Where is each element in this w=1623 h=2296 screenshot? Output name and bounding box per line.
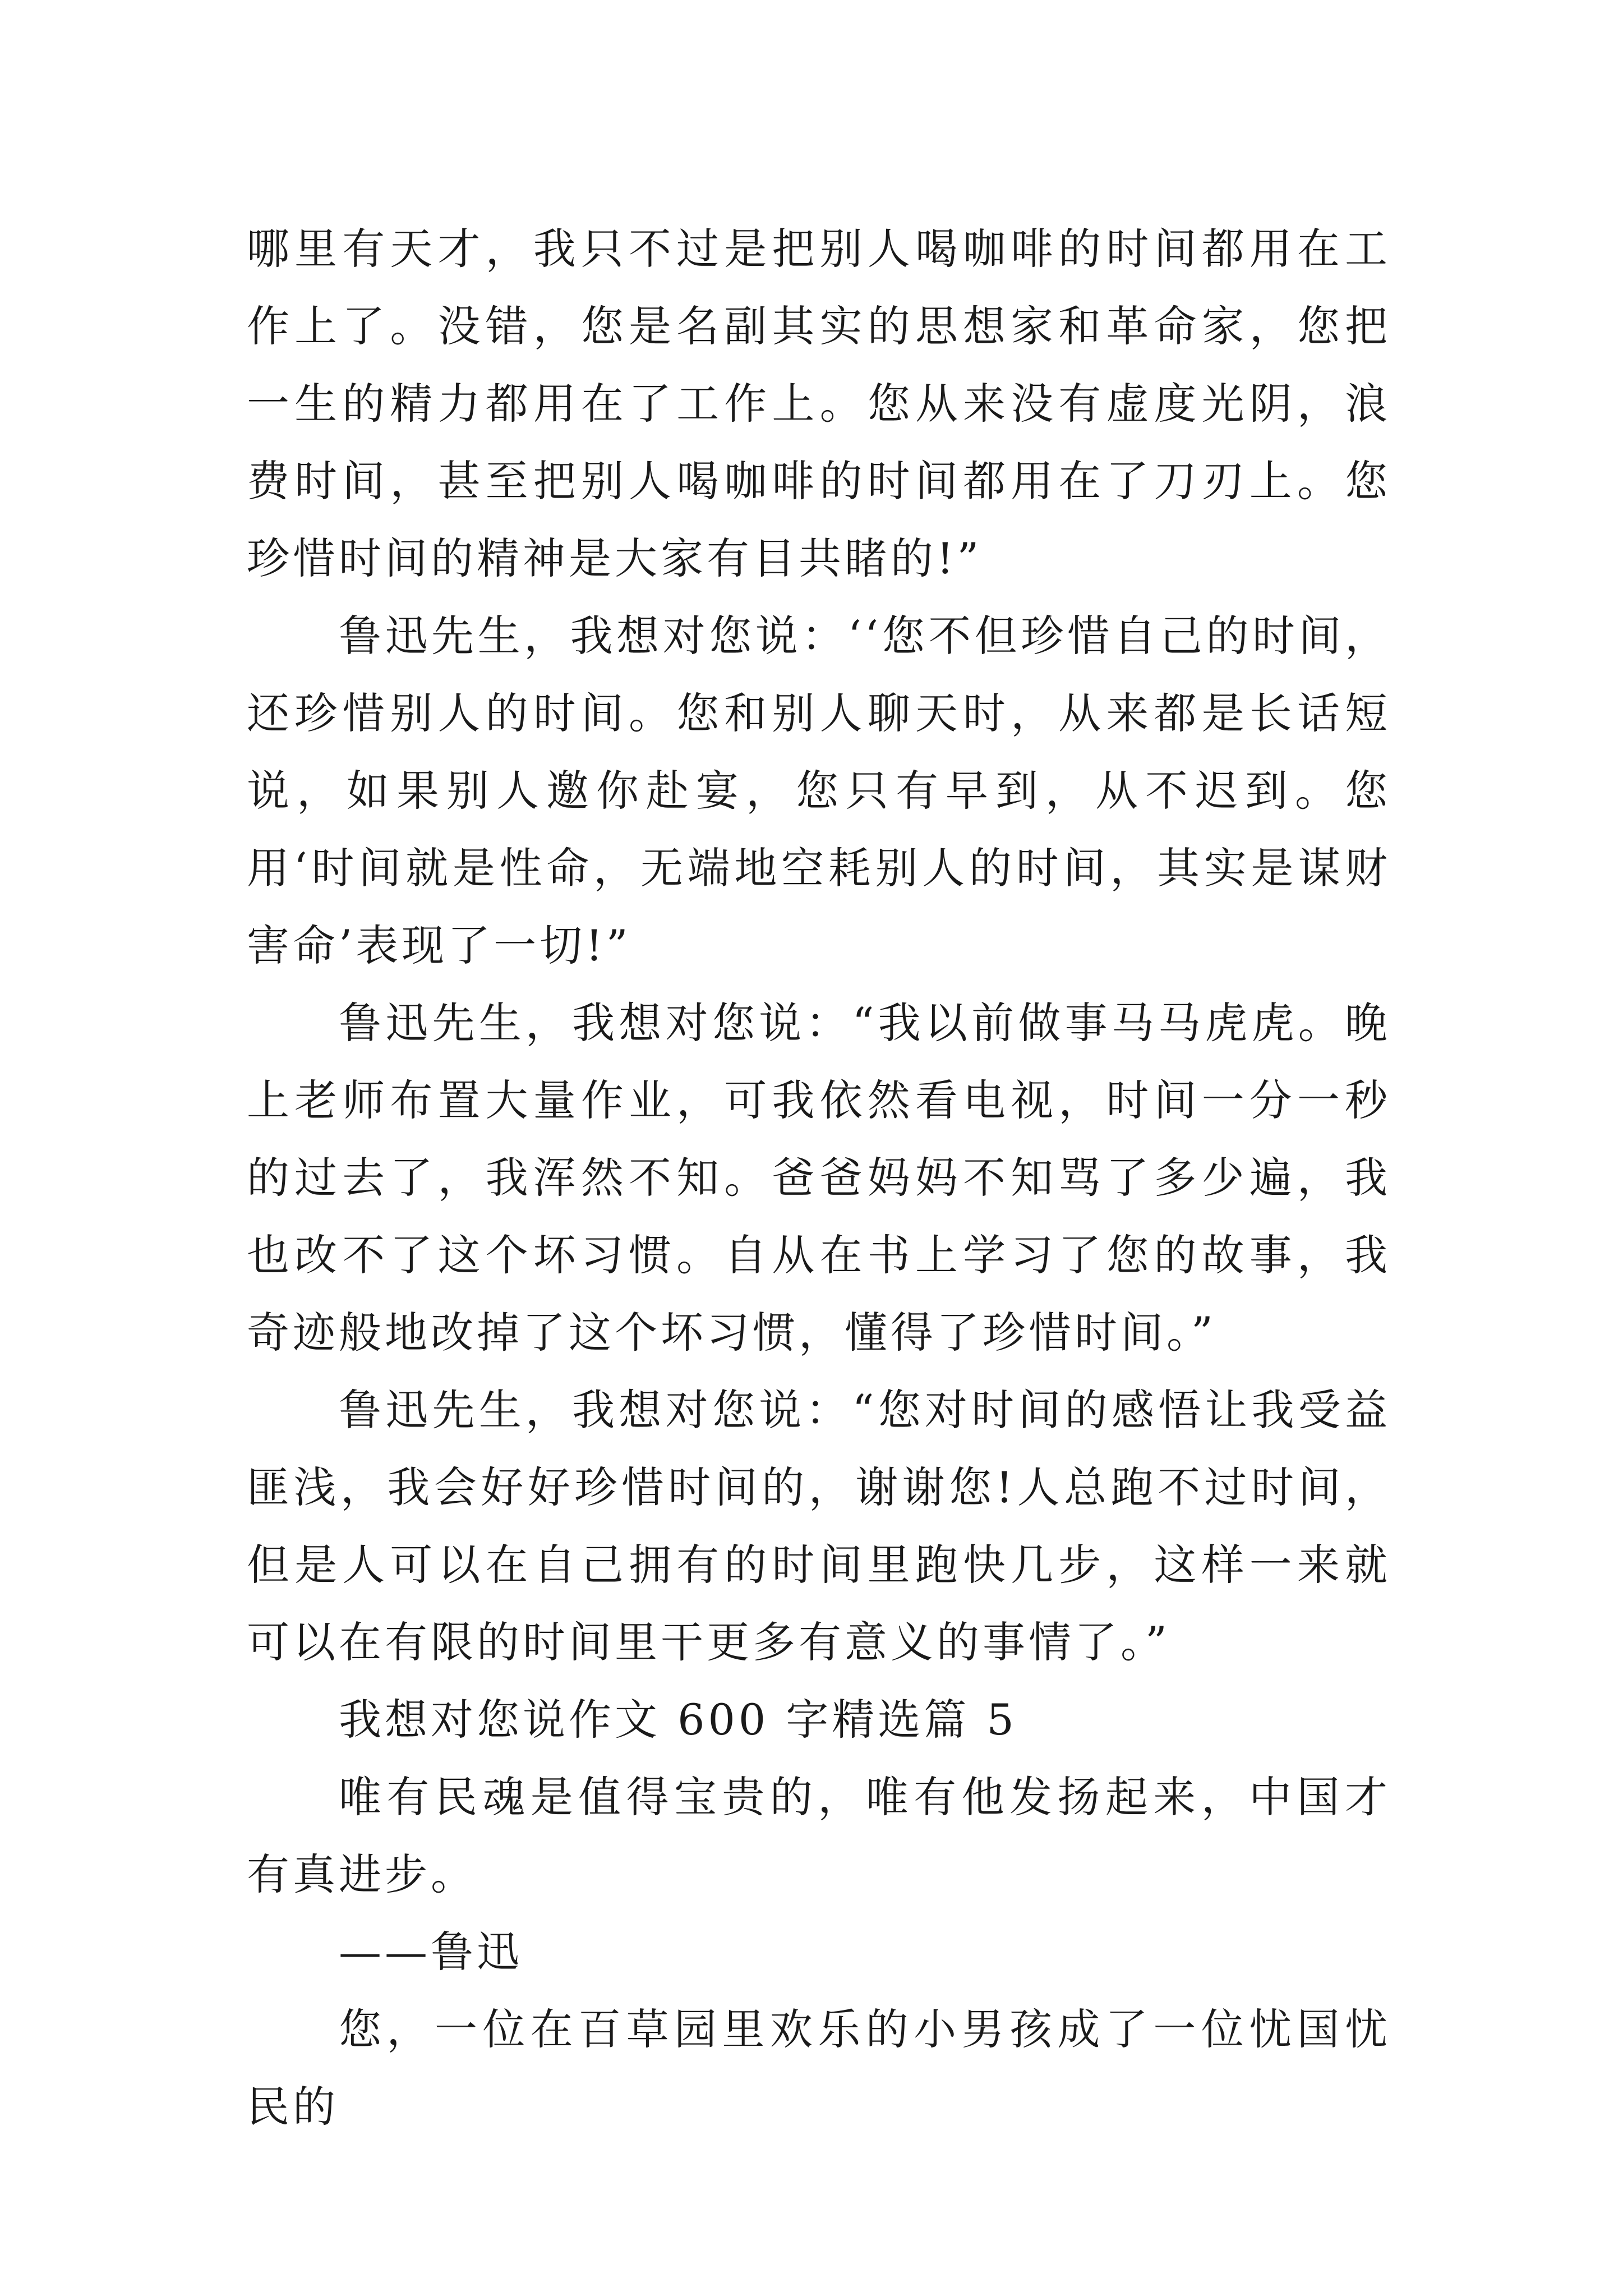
paragraph-gratitude: 鲁迅先生，我想对您说：“您对时间的感悟让我受益匪浅，我会好好珍惜时间的，谢谢您!人总跑不过时间，但是人可以在自己拥有的时间里跑快几步，这样一来就可以在有限的时间里干更多有意义的事情了。”: [247, 1385, 1391, 1667]
paragraph-others-time: 鲁迅先生，我想对您说：‘‘您不但珍惜自己的时间，还珍惜别人的时间。您和别人聊天时，从来都是长话短说，如果别人邀你赴宴，您只有早到，从不迟到。您用‘时间就是性命，无端地空耗别人的时间，其实是谋财害命’表现了一切!”: [247, 611, 1391, 970]
section-heading: 我想对您说作文 600 字精选篇 5: [339, 1695, 1017, 1745]
paragraph-bad-habit: 鲁迅先生，我想对您说：“我以前做事马马虎虎。晚上老师布置大量作业，可我依然看电视，时间一分一秒的过去了，我浑然不知。爸爸妈妈不知骂了多少遍，我也改不了这个坏习惯。自从在书上学习了您的故事，我奇迹般地改掉了这个坏习惯，懂得了珍惜时间。”: [247, 998, 1391, 1358]
epigraph-quote: 唯有民魂是值得宝贵的，唯有他发扬起来，中国才有真进步。: [247, 1772, 1391, 1899]
paragraph-opening-line: 您，一位在百草园里欢乐的小男孩成了一位忧国忧民的: [247, 2004, 1391, 2132]
paragraph-coffee-quote: 哪里有天才，我只不过是把别人喝咖啡的时间都用在工作上了。没错，您是名副其实的思想家和革命家，您把一生的精力都用在了工作上。您从来没有虚度光阴，浪费时间，甚至把别人喝咖啡的时间都用在了刀刃上。您珍惜时间的精神是大家有目共睹的!”: [247, 224, 1391, 583]
epigraph-attribution: ——鲁迅: [339, 1927, 523, 1977]
document-body: [247, 210, 1391, 2146]
